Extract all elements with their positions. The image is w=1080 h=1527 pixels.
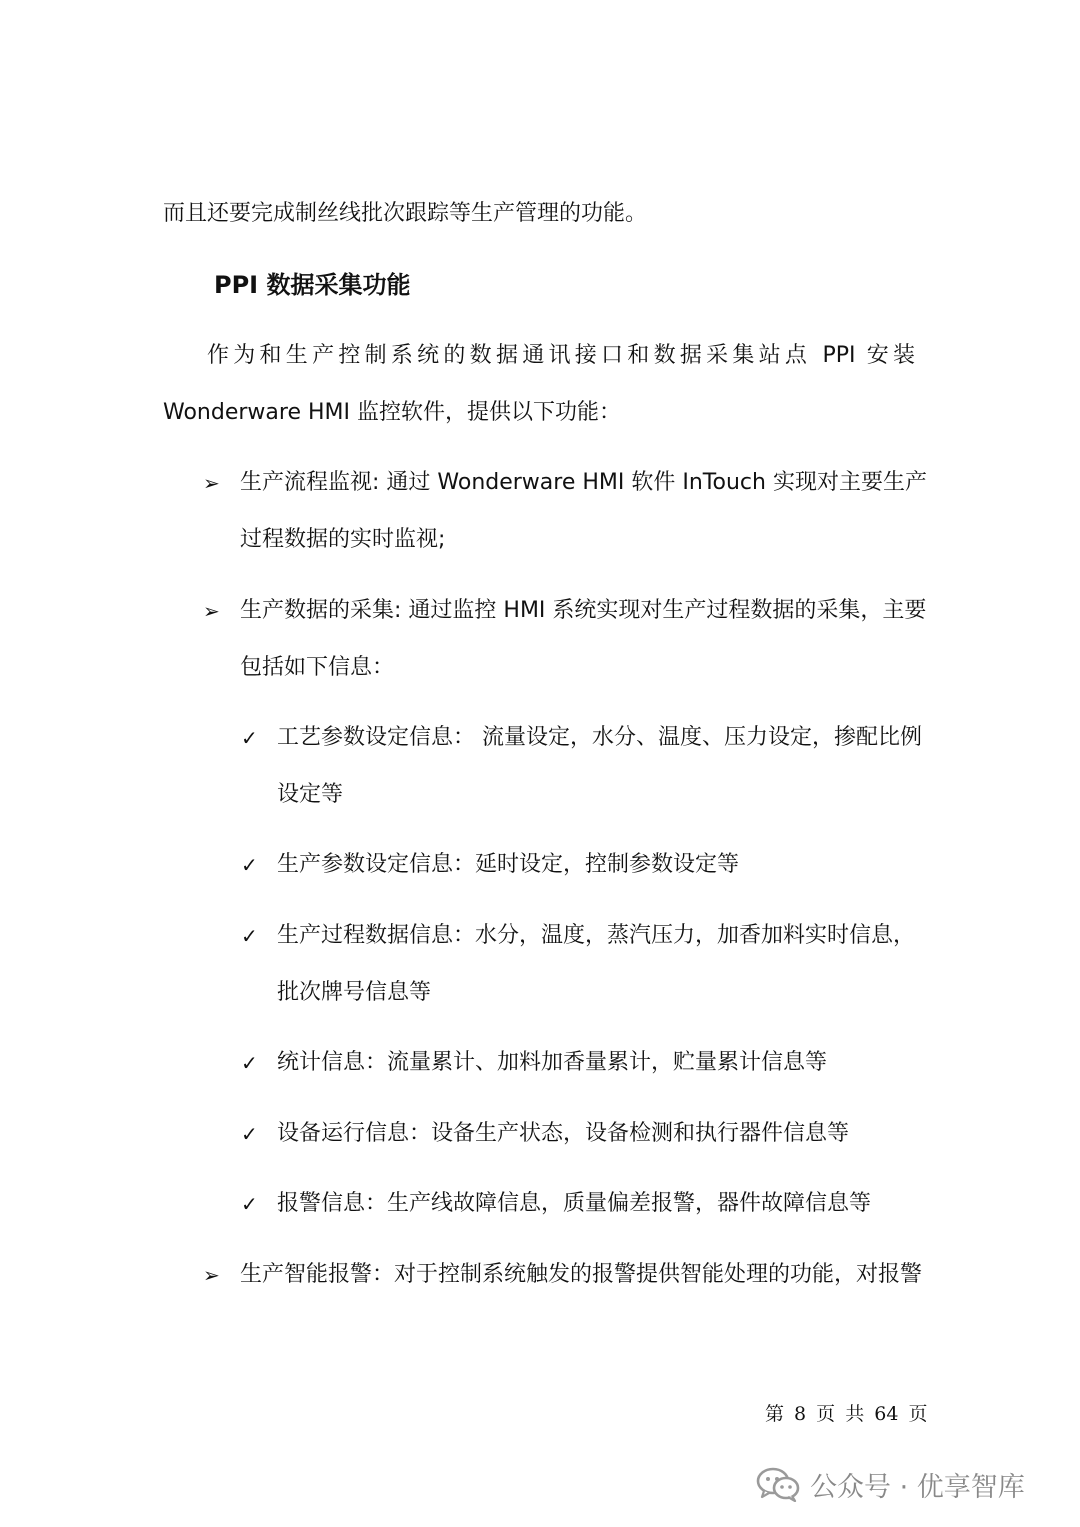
check-bullet-icon: ✓ xyxy=(241,1051,258,1075)
arrow-bullet-icon: ➢ xyxy=(203,1263,220,1287)
check-6-line-1: 报警信息：生产线故障信息，质量偏差报警，器件故障信息等 xyxy=(277,1191,872,1216)
check-5-line-1: 设备运行信息：设备生产状态，设备检测和执行器件信息等 xyxy=(277,1121,850,1146)
check-3-line-1: 生产过程数据信息：水分，温度，蒸汽压力，加香加料实时信息， xyxy=(277,923,916,948)
check-bullet-icon: ✓ xyxy=(241,1122,258,1146)
arrow-bullet-icon: ➢ xyxy=(203,599,220,623)
check-1-line-1: 工艺参数设定信息： 流量设定，水分、温度、压力设定，掺配比例 xyxy=(277,725,922,750)
check-3-line-2: 批次牌号信息等 xyxy=(277,980,432,1005)
bullet-1-line-2: 过程数据的实时监视; xyxy=(240,527,446,552)
page-indicator: 第 8 页 共 64 页 xyxy=(765,1403,928,1425)
arrow-bullet-icon: ➢ xyxy=(203,471,220,495)
intro-line-2: Wonderware HMI 监控软件，提供以下功能： xyxy=(163,400,621,425)
watermark xyxy=(756,1462,1025,1506)
check-2-line-1: 生产参数设定信息：延时设定，控制参数设定等 xyxy=(277,852,740,877)
watermark-text: 公众号 · 优享智库 xyxy=(810,1471,1025,1503)
check-4-line-1: 统计信息：流量累计、加料加香量累计，贮量累计信息等 xyxy=(277,1050,828,1075)
bullet-1-line-1: 生产流程监视: 通过 Wonderware HMI 软件 InTouch 实现对主要生产 xyxy=(240,470,927,495)
check-bullet-icon: ✓ xyxy=(241,726,258,750)
wechat-icon xyxy=(756,1466,800,1502)
bullet-2-line-1: 生产数据的采集: 通过监控 HMI 系统实现对生产过程数据的采集，主要 xyxy=(240,598,927,623)
check-bullet-icon: ✓ xyxy=(241,1192,258,1216)
check-bullet-icon: ✓ xyxy=(241,853,258,877)
bullet-2-line-2: 包括如下信息： xyxy=(240,655,395,680)
check-bullet-icon: ✓ xyxy=(241,924,258,948)
continuation-text: 而且还要完成制丝线批次跟踪等生产管理的功能。 xyxy=(163,201,648,226)
section-title: PPI 数据采集功能 xyxy=(214,271,411,299)
bullet-3-line-1: 生产智能报警：对于控制系统触发的报警提供智能处理的功能，对报警 xyxy=(240,1262,923,1287)
check-1-line-2: 设定等 xyxy=(277,782,344,807)
intro-line-1: 作为和生产控制系统的数据通讯接口和数据采集站点 PPI 安装 xyxy=(207,343,915,368)
